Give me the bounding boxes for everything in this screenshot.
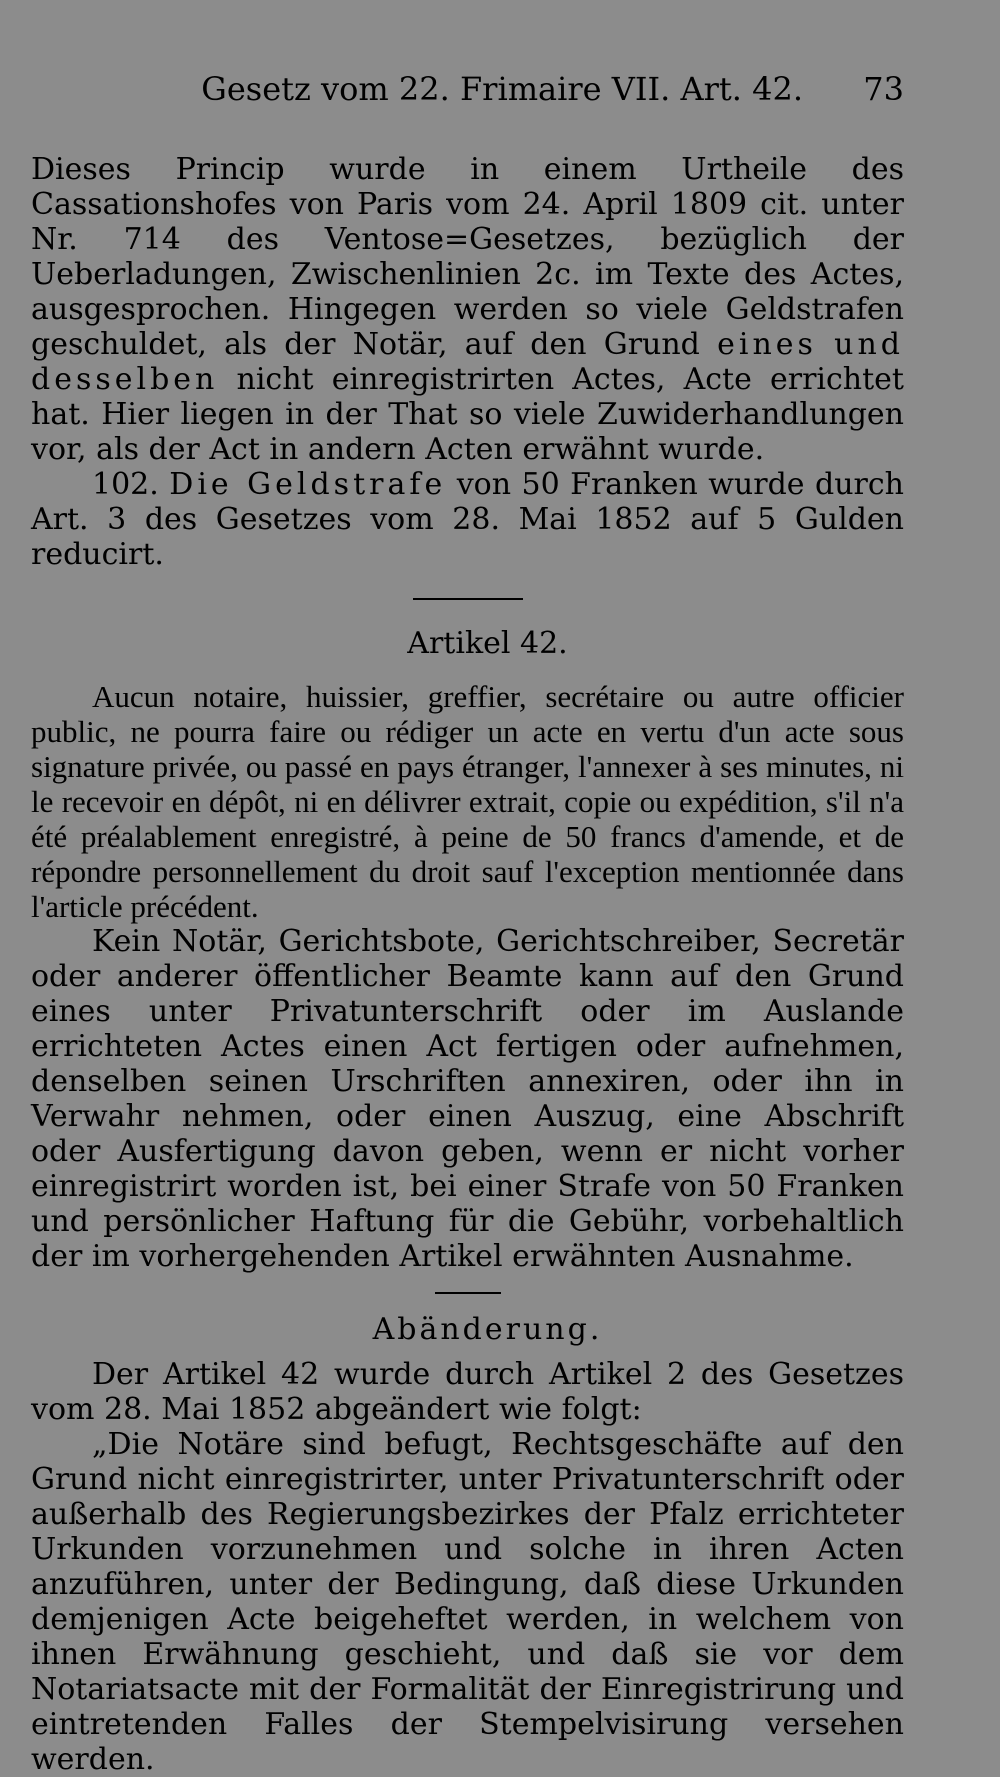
article-heading: Artikel 42. bbox=[407, 626, 568, 661]
commentary-text-2: nicht einregistrirten Actes, Acte errichtet hat. Hier liegen in der That so viele Zuwiderhandlungen vor, als der Act in andern Acten erwähnt wurde. bbox=[31, 362, 904, 467]
header-title: Gesetz vom 22. Frimaire VII. Art. 42. bbox=[201, 70, 803, 108]
amendment-divider bbox=[435, 1292, 501, 1294]
emphasis-und: und bbox=[834, 327, 904, 362]
emphasis-eines: eines bbox=[717, 327, 817, 362]
running-header bbox=[31, 70, 904, 120]
note-text: von 50 Franken wurde durch Art. 3 des Gesetzes vom 28. Mai 1852 auf 5 Gulden reducirt. bbox=[31, 467, 904, 572]
french-article-text: Aucun notaire, huissier, greffier, secrétaire ou autre officier public, ne pourra faire ou rédiger un acte en vertu d'un acte sous signature privée, ou passé en pays étranger, l'annexer à ses minutes, ni le recevoir en dépôt, ni en délivrer extrait, copie ou expédition, s'il n'a été préalablement enregistré, à peine de 50 francs d'amende, et de répondre personnellement du droit sauf l'exception mentionnée dans l'article précédent. bbox=[31, 679, 904, 924]
commentary-text-1: Dieses Princip wurde in einem Urtheile des Cassationshofes von Paris vom 24. April 1809 cit. unter Nr. 714 des Ventose=Gesetzes, bezüglich der Ueberladungen, Zwischenlinien 2c. im Texte des Actes, ausgesprochen. Hingegen werden so viele Geldstrafen geschuldet, als der Notär, auf den Grund bbox=[31, 152, 904, 362]
page-number: 73 bbox=[863, 70, 904, 108]
amendment-quote: „Die Notäre sind befugt, Rechtsgeschäfte auf den Grund nicht einregistrirter, unter Privatunterschrift oder außerhalb des Regierungsbezirkes der Pfalz errichteter Urkunden vorzunehmen und solche in ihren Acten anzuführen, unter der Bedingung, daß diese Urkunden demjenigen Acte beigeheftet werden, in welchem von ihnen Erwähnung geschieht, und daß sie vor dem Notariatsacte mit der Formalität der Einregistrirung und eintretenden Falles der Stempelvisirung versehen werden. bbox=[31, 1427, 904, 1777]
german-article-text: Kein Notär, Gerichtsbote, Gerichtschreiber, Secretär oder anderer öffentlicher Beamte kann auf den Grund eines unter Privatunterschrift oder im Auslande errichteten Actes einen Act fertigen oder aufnehmen, denselben seinen Urschriften annexiren, oder ihn in Verwahr nehmen, oder einen Auszug, eine Abschrift oder Ausfertigung davon geben, wenn er nicht vorher einregistrirt worden ist, bei einer Strafe von 50 Franken und persönlicher Haftung für die Gebühr, vorbehaltlich der im vorhergehenden Artikel erwähnten Ausnahme. bbox=[31, 924, 904, 1274]
note-number: 102. bbox=[92, 467, 159, 502]
note-102 bbox=[31, 467, 904, 572]
amendment-heading: Abänderung. bbox=[372, 1312, 603, 1347]
commentary-paragraph bbox=[31, 152, 904, 467]
emphasis-desselben: desselben bbox=[31, 362, 219, 397]
amendment-intro: Der Artikel 42 wurde durch Artikel 2 des Gesetzes vom 28. Mai 1852 abgeändert wie folgt: bbox=[31, 1357, 904, 1427]
section-divider bbox=[413, 598, 523, 600]
note-emphasis: Die Geldstrafe bbox=[169, 467, 447, 502]
